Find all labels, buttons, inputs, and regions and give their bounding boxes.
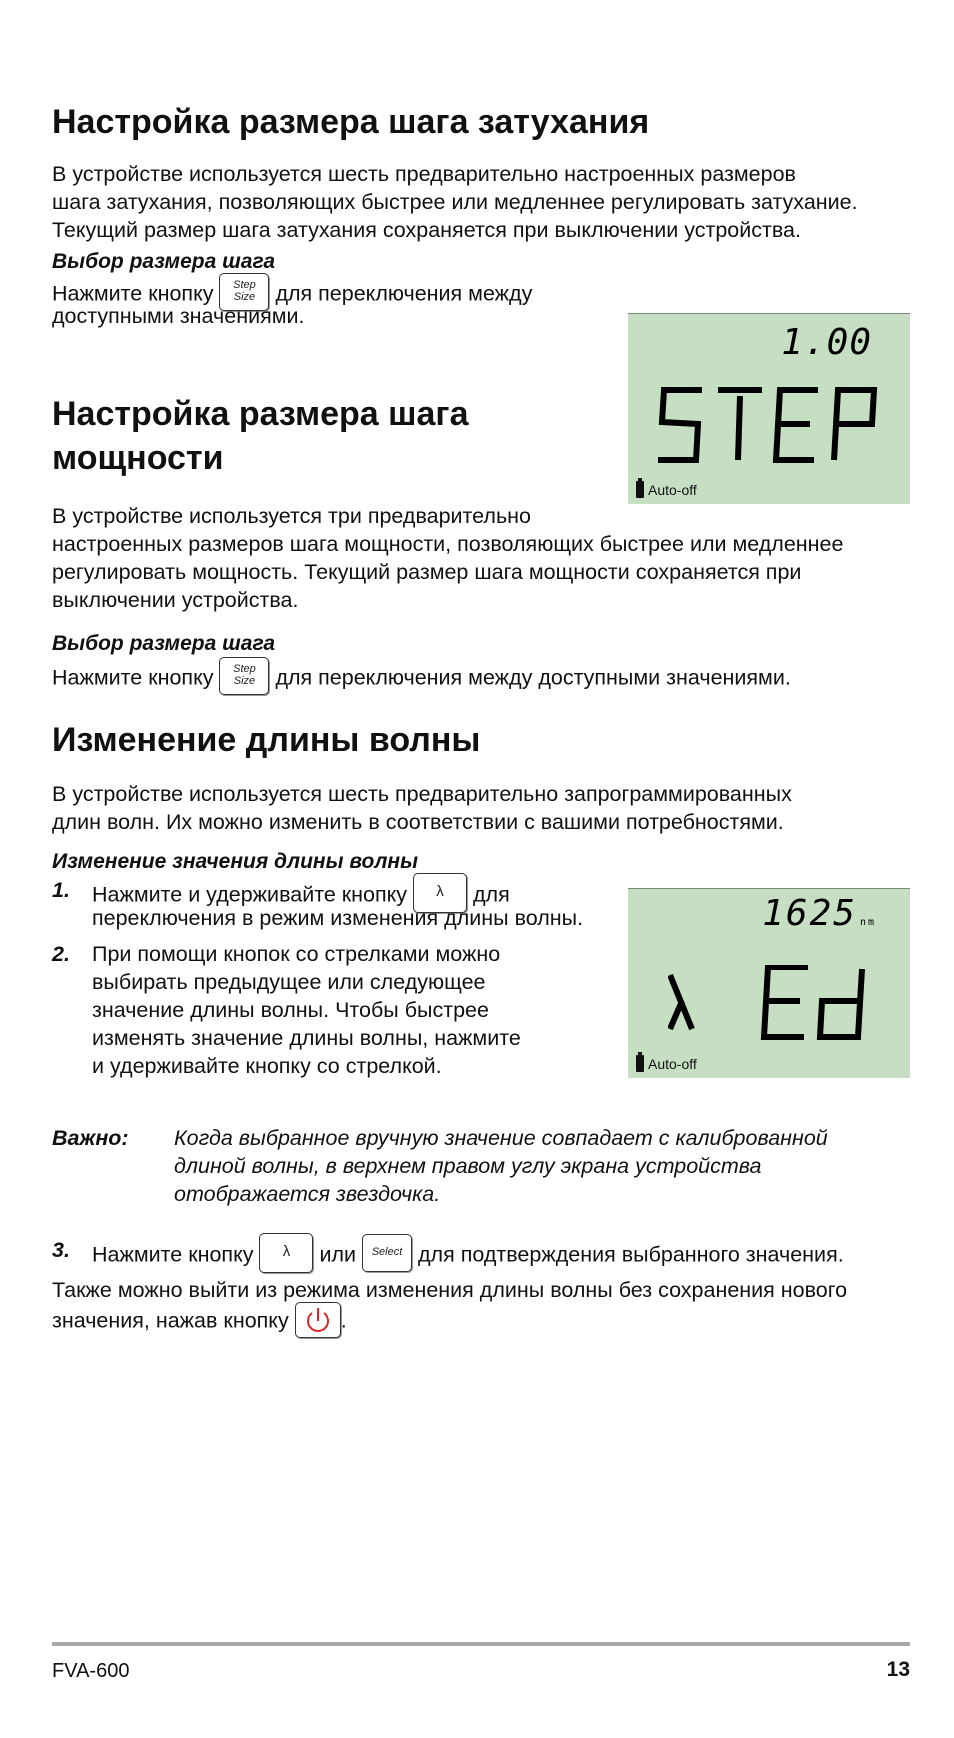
press-step-line-2 bbox=[52, 660, 791, 698]
note-line: отображается звездочка. bbox=[174, 1182, 441, 1206]
step3-or: или bbox=[319, 1242, 357, 1267]
section3-paragraph bbox=[52, 780, 910, 836]
press-text: Нажмите кнопку bbox=[52, 665, 214, 690]
step-number: 1. bbox=[52, 878, 70, 902]
lcd-small-value: 1625 nm bbox=[762, 893, 876, 934]
para-line: длин волн. Их можно изменить в соответствии с вашими потребностями. bbox=[52, 810, 784, 834]
lcd-display-wavelength bbox=[628, 888, 910, 1078]
lambda-key-icon: λ bbox=[413, 873, 467, 913]
step2-line: выбирать предыдущее или следующее bbox=[92, 970, 486, 994]
important-note bbox=[52, 1124, 910, 1208]
section1-paragraph bbox=[52, 160, 910, 244]
step-size-key-icon: Step Size bbox=[219, 657, 269, 695]
exit-line-1: Также можно выйти из режима изменения длины волны без сохранения нового bbox=[52, 1278, 848, 1302]
lcd-display-step bbox=[628, 313, 910, 504]
press-text-after: для переключения между доступными значениями. bbox=[275, 665, 791, 690]
step1-text-b: для bbox=[473, 882, 510, 907]
step2-line: изменять значение длины волны, нажмите bbox=[92, 1026, 521, 1050]
press-text-after: для переключения между bbox=[275, 281, 533, 306]
para-line: настроенных размеров шага мощности, позволяющих быстрее или медленнее bbox=[52, 532, 844, 556]
step2-line: и удерживайте кнопку со стрелкой. bbox=[92, 1054, 442, 1078]
section-title-power-step-line2: мощности bbox=[52, 439, 224, 477]
power-key-icon bbox=[295, 1302, 341, 1338]
lcd-step-segments bbox=[658, 386, 878, 466]
para-line: В устройстве используется шесть предварительно настроенных размеров bbox=[52, 162, 796, 186]
step1-text-c: переключения в режим изменения длины волны. bbox=[92, 906, 584, 930]
step-1 bbox=[52, 876, 612, 932]
step-number: 2. bbox=[52, 942, 70, 966]
manual-page bbox=[52, 0, 910, 1738]
press-text: Нажмите кнопку bbox=[52, 281, 214, 306]
subheading-select-step: Выбор размера шага bbox=[52, 250, 276, 273]
lcd-lambda-ed-segments bbox=[668, 965, 868, 1041]
para-line: Текущий размер шага затухания сохраняется при выключении устройства. bbox=[52, 218, 801, 242]
lcd-unit: nm bbox=[859, 917, 876, 928]
exit-line-2: значения, нажав кнопку . bbox=[52, 1304, 347, 1340]
battery-icon bbox=[636, 1055, 644, 1072]
para-line: регулировать мощность. Текущий размер шага мощности сохраняется при bbox=[52, 560, 802, 584]
step-number: 3. bbox=[52, 1238, 70, 1262]
step3-text-b: для подтверждения выбранного значения. bbox=[418, 1242, 844, 1267]
note-line: длиной волны, в верхнем правом углу экрана устройства bbox=[174, 1154, 762, 1178]
subheading-select-step-2: Выбор размера шага bbox=[52, 632, 276, 655]
page-number: 13 bbox=[886, 1658, 910, 1681]
step2-line: значение длины волны. Чтобы быстрее bbox=[92, 998, 489, 1022]
note-line: Когда выбранное вручную значение совпадает с калиброванной bbox=[174, 1126, 828, 1150]
power-symbol-icon bbox=[296, 1303, 340, 1337]
section-title-attenuation-step: Настройка размера шага затухания bbox=[52, 103, 650, 141]
para-line: выключении устройства. bbox=[52, 588, 299, 612]
step2-line: При помощи кнопок со стрелками можно bbox=[92, 942, 501, 966]
press-step-line2: доступными значениями. bbox=[52, 304, 305, 328]
step-2 bbox=[52, 940, 572, 1084]
section2-paragraph bbox=[52, 502, 910, 614]
subheading-change-wavelength: Изменение значения длины волны bbox=[52, 850, 419, 873]
para-line: шага затухания, позволяющих быстрее или медленнее регулировать затухание. bbox=[52, 190, 858, 214]
step3-text: Нажмите кнопку bbox=[92, 1242, 254, 1267]
note-label: Важно: bbox=[52, 1126, 129, 1150]
lcd-small-value: 1.00 bbox=[781, 322, 872, 363]
lambda-key-icon: λ bbox=[259, 1233, 313, 1273]
section-title-power-step-line1: Настройка размера шага bbox=[52, 395, 469, 433]
footer-rule bbox=[52, 1642, 910, 1646]
lcd-status: Auto-off bbox=[636, 1055, 697, 1072]
para-line: В устройстве используется три предварительно bbox=[52, 504, 531, 528]
footer-model: FVA-600 bbox=[52, 1660, 130, 1682]
select-key-icon: Select bbox=[362, 1234, 412, 1272]
step-3 bbox=[52, 1236, 910, 1266]
section-title-wavelength: Изменение длины волны bbox=[52, 721, 481, 759]
step1-text: Нажмите и удерживайте кнопку bbox=[92, 882, 408, 907]
step-size-key-icon: Step Size bbox=[219, 273, 269, 311]
battery-icon bbox=[636, 481, 644, 498]
lcd-status: Auto-off bbox=[636, 481, 697, 498]
para-line: В устройстве используется шесть предварительно запрограммированных bbox=[52, 782, 792, 806]
